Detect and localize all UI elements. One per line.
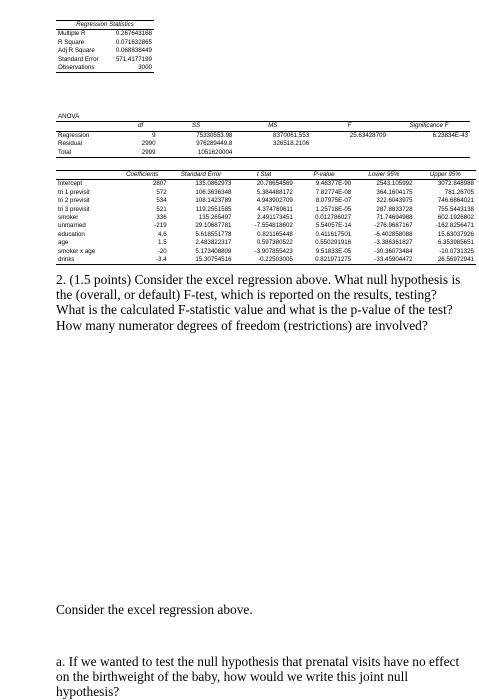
stats-value: 3000: [108, 64, 154, 73]
coef-variable: tri 3 previsit: [58, 205, 90, 213]
anova-row: [56, 149, 470, 158]
coef-row: [56, 239, 476, 247]
coef-cell: 0.597380522: [256, 239, 293, 247]
coef-header: t Stat: [233, 171, 294, 180]
coef-cell: 572: [156, 188, 167, 196]
coef-cell: 29.10687781: [195, 222, 232, 230]
coef-cell: 5.173408809: [195, 247, 232, 255]
coef-row: [56, 222, 476, 230]
anova-header: MS: [234, 122, 311, 131]
coef-cell: 2.491173451: [257, 214, 293, 222]
stats-row: [56, 47, 154, 55]
coef-cell: -219: [154, 222, 167, 230]
stats-label: Observations: [56, 64, 108, 73]
anova-cell: 976289449.8: [196, 140, 233, 148]
coef-cell: 4.6: [158, 230, 167, 238]
coef-cell: 106.3636348: [195, 188, 232, 196]
coef-cell: 364.1604175: [376, 188, 413, 196]
anova-source: Residual: [58, 140, 83, 148]
coef-cell: 755.5443138: [437, 205, 474, 213]
coef-header: Upper 95%: [415, 171, 476, 180]
coef-cell: 2807: [152, 180, 167, 188]
coef-cell: 746.6864021: [437, 197, 474, 205]
coef-cell: 2543.105992: [376, 180, 413, 188]
coef-cell: -3.386361827: [374, 239, 413, 247]
coef-row: [56, 248, 476, 256]
stats-row: [56, 64, 154, 73]
coef-cell: 9.48377E-90: [315, 180, 352, 188]
coef-cell: 0.550291916: [315, 239, 352, 247]
coef-variable: education: [58, 230, 85, 238]
coef-cell: 5.384488172: [256, 188, 293, 196]
coef-cell: 0.411617501: [315, 230, 352, 238]
anova-cell: [311, 149, 388, 158]
coef-cell: 108.1423789: [195, 197, 232, 205]
coef-cell: -20: [157, 247, 167, 255]
coef-cell: 15.63037926: [437, 230, 474, 238]
stats-label: R Square: [58, 38, 85, 46]
coefficients-table: [56, 170, 476, 265]
coef-cell: 336: [156, 214, 167, 222]
regression-statistics-title: Regression Statistics: [56, 21, 154, 30]
coef-variable: smoker: [58, 214, 79, 222]
coef-cell: 1.5: [158, 239, 167, 247]
coef-cell: -276.9687167: [374, 222, 413, 230]
coef-variable: tri 1 previsit: [58, 188, 90, 196]
coef-cell: 119.2551585: [195, 205, 232, 213]
coef-cell: 602.1926802: [437, 214, 474, 222]
coef-cell: 135.265497: [198, 214, 232, 222]
anova-cell: 6.23834E-43: [432, 131, 468, 139]
anova-cell: 1051620004: [158, 149, 235, 158]
coef-header: Standard Error: [169, 171, 234, 180]
coef-cell: 15.30754516: [169, 256, 234, 265]
coef-cell: 0.821971275: [295, 256, 353, 265]
coef-cell: 4.374769611: [257, 205, 293, 213]
coef-header: Lower 95%: [353, 171, 414, 180]
coef-row: [56, 256, 476, 265]
question-2a-text: a. If we wanted to test the null hypothesis that prenatal visits have no effect on the birthweight of the baby, how would we write this joint null hypothesis?: [56, 654, 460, 700]
anova-source: Total: [56, 149, 124, 158]
coef-cell: 7.82774E-08: [315, 188, 352, 196]
coef-variable: unmarried: [58, 222, 86, 230]
stats-row: [56, 39, 154, 47]
coef-cell: -162.8256471: [435, 222, 474, 230]
coef-variable: tri 2 previsit: [58, 197, 90, 205]
coef-cell: 322.6043975: [376, 197, 413, 205]
coef-cell: 534: [156, 197, 167, 205]
coef-row: [56, 231, 476, 239]
coef-header: [56, 171, 116, 180]
coef-variable: Intercept: [58, 180, 83, 188]
anova-cell: 8370061.553: [273, 131, 310, 139]
anova-cell: 326518.2106: [273, 140, 310, 148]
coef-variable: smoker x age: [58, 247, 96, 255]
anova-source: Regression: [58, 131, 90, 139]
regression-statistics-table: [56, 20, 154, 73]
anova-cell: [234, 149, 311, 158]
anova-header: SS: [158, 122, 235, 131]
stats-value: 571.4177199: [115, 55, 152, 63]
coef-cell: 521: [156, 205, 167, 213]
coef-row: [56, 206, 476, 214]
coef-row: [56, 180, 476, 189]
anova-header-row: [56, 122, 470, 131]
coef-variable: drinks: [56, 256, 116, 265]
coef-cell: 0.012786027: [315, 214, 352, 222]
coef-cell: 5.618551778: [195, 230, 232, 238]
coef-cell: -6.402858088: [374, 230, 413, 238]
stats-label: Multiple R: [58, 30, 86, 38]
anova-header: [56, 122, 124, 131]
stats-value: 0.267643168: [115, 30, 152, 38]
question-2-text: 2. (1.5 points) Consider the excel regression above. What null hypothesis is the (overall, or default) F-test, which is reported on the results, testing? What is the calculated F-statistic value and what is the p-value of the test? How many numerator degrees of freedom (restrictions) are involved?: [56, 272, 461, 333]
anova-table: [56, 113, 470, 158]
coef-cell: 71.74694988: [376, 214, 413, 222]
coef-cell: 135.0862973: [195, 180, 232, 188]
coef-cell: 3072.848988: [437, 180, 474, 188]
coef-cell: -10.0731325: [439, 247, 474, 255]
coef-cell: 9.51833E-05: [315, 247, 352, 255]
anova-cell: 9: [152, 131, 156, 139]
anova-cell: 75330553.98: [196, 131, 233, 139]
anova-cell: [388, 140, 470, 148]
stats-row: [56, 56, 154, 64]
anova-cell: [311, 140, 388, 148]
coef-row: [56, 214, 476, 222]
coef-cell: 1.25718E-05: [315, 205, 352, 213]
anova-cell: 25.63428709: [349, 131, 386, 139]
anova-cell: [388, 149, 470, 158]
stats-value: 0.068838449: [115, 47, 152, 55]
coef-cell: 5.54057E-14: [315, 222, 352, 230]
coef-cell: 0.821165448: [257, 230, 293, 238]
coef-cell: 4.943902709: [256, 197, 293, 205]
coef-cell: -3.4: [116, 256, 169, 265]
anova-header: F: [311, 122, 388, 131]
coef-cell: 6.353985651: [437, 239, 474, 247]
coef-cell: 287.8833728: [376, 205, 413, 213]
stats-row: [56, 30, 154, 39]
anova-header: Significance F: [388, 122, 470, 131]
anova-cell: 2999: [124, 149, 158, 158]
coef-header: Coefficients: [116, 171, 169, 180]
coef-cell: 26.56972941: [415, 256, 476, 265]
coef-header: P-value: [295, 171, 353, 180]
coef-cell: 781.26705: [444, 188, 474, 196]
coef-header-row: [56, 171, 476, 180]
coef-row: [56, 197, 476, 205]
coef-cell: 8.07975E-07: [315, 197, 352, 205]
coef-cell: 20.78654569: [256, 180, 293, 188]
coef-variable: age: [58, 239, 69, 247]
coef-cell: -30.36073484: [374, 247, 413, 255]
anova-header: df: [124, 122, 158, 131]
consider-text: Consider the excel regression above.: [56, 602, 253, 617]
coef-cell: 2.483822317: [195, 239, 232, 247]
coef-cell: -7.554818602: [254, 222, 293, 230]
stats-label: Adj R Square: [58, 47, 95, 55]
anova-row: [56, 131, 470, 140]
anova-cell: 2990: [141, 140, 156, 148]
coef-row: [56, 189, 476, 197]
anova-title: ANOVA: [56, 113, 124, 122]
anova-row: [56, 140, 470, 148]
stats-value: 0.071632865: [115, 38, 152, 46]
coef-cell: -33.45904472: [353, 256, 414, 265]
coef-cell: -3.907855423: [254, 247, 293, 255]
coef-cell: -0.22503005: [233, 256, 294, 265]
stats-label: Standard Error: [58, 55, 99, 63]
